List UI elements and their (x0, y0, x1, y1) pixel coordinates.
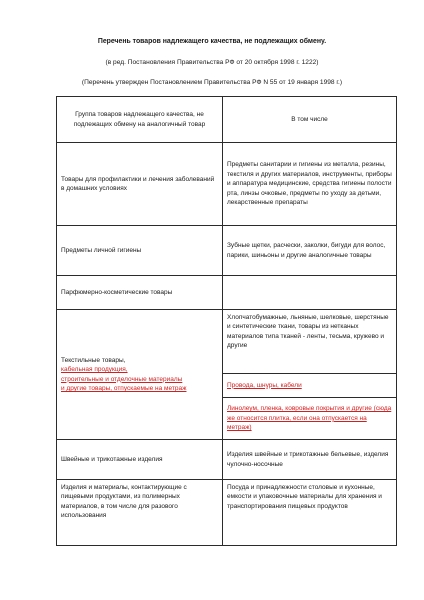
row-items-polymer: Посуда и принадлежности столовые и кухонные, емкости и упаковочные материалы для хранения и транспортирования пищевых продуктов (223, 480, 397, 546)
edition-note: (в ред. Постановления Правительства РФ от 20 октября 1998 г. 1222) (105, 59, 319, 66)
table-row (57, 276, 397, 310)
row-group-textile (57, 310, 223, 440)
cable-products-link[interactable]: кабельная продукция, (61, 366, 128, 374)
table-header-row (57, 97, 397, 143)
row-items-fabrics: Хлопчатобумажные, льняные, шелковые, шерстяные и синтетические ткани, товары из нетканых материалов типа тканей - ленты, тесьма, кружево и другие (223, 310, 397, 374)
textile-label: Текстильные товары, (61, 356, 126, 364)
row-items-sewing: Изделия швейные и трикотажные бельевые, изделия чулочно-носочные (223, 440, 397, 480)
linoleum-link[interactable]: Линолеум, пленка, ковровые покрытия и другие (сюда же относится плитка, если она отпускается на метраж) (227, 405, 392, 432)
row-group-polymer: Изделия и материалы, контактирующие с пищевыми продуктами, из полимерных материалов, в том числе для разового использования (57, 480, 223, 546)
row-items-cosmetics-empty (223, 276, 397, 310)
header-group: Группа товаров надлежащего качества, не подлежащих обмену на аналогичный товар (57, 97, 223, 143)
building-materials-link[interactable]: строительные и отделочные материалы (61, 375, 183, 383)
meterage-goods-link[interactable]: и другие товары, отпускаемые на метраж (61, 384, 187, 392)
table-row (57, 310, 397, 374)
row-items-wires (223, 374, 397, 398)
row-items-hygiene: Зубные щетки, расчески, заколки, бигуди для волос, парики, шиньоны и другие аналогичные товары (223, 226, 397, 276)
document-title: Перечень товаров надлежащего качества, не подлежащих обмену. (97, 38, 327, 45)
row-items-medical: Предметы санитарии и гигиены из металла, резины, текстиля и других материалов, инструменты, приборы и аппаратура медицинские, средства гигиены полости рта, линзы очковые, предметы по уходу за детьми, лекарственные препараты (223, 143, 397, 226)
approval-note: (Перечень утвержден Постановлением Правительства РФ N 55 от 19 января 1998 г.) (81, 79, 343, 86)
goods-table (56, 96, 397, 546)
table-row (57, 440, 397, 480)
table-row (57, 143, 397, 226)
row-items-linoleum (223, 398, 397, 440)
wires-link[interactable]: Провода, шнуры, кабели (227, 381, 302, 389)
row-group-sewing: Швейные и трикотажные изделия (57, 440, 223, 480)
row-group-medical: Товары для профилактики и лечения заболеваний в домашних условиях (57, 143, 223, 226)
row-group-hygiene: Предметы личной гигиены (57, 226, 223, 276)
row-group-cosmetics: Парфюмерно-косметические товары (57, 276, 223, 310)
table-row (57, 226, 397, 276)
table-row (57, 480, 397, 546)
header-including: В том числе (223, 97, 397, 143)
